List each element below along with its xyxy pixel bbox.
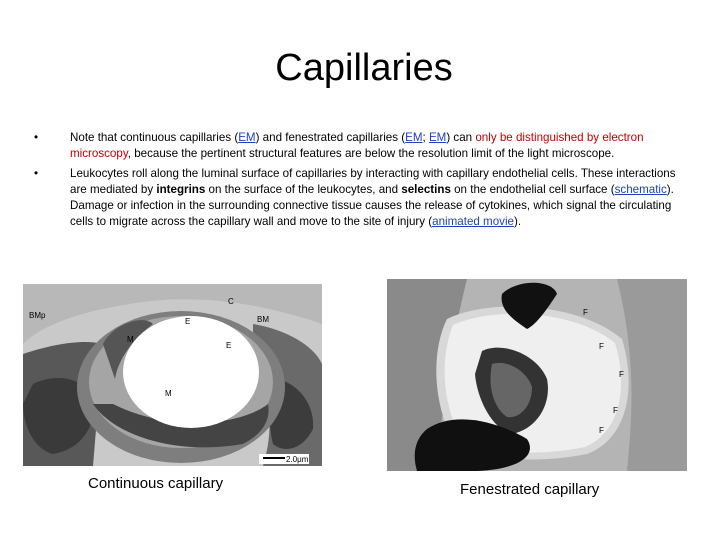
bullet1-text-2: ) and fenestrated capillaries ( (255, 131, 406, 144)
bullet2-text-1: Leukocytes roll along the luminal surface of capillaries by interacting with capillary endothelial cells. These interactions are mediated by (70, 167, 676, 196)
em-link-fenestrated-1[interactable]: EM (405, 131, 423, 144)
bullet1-text-4: ) can (446, 131, 476, 144)
em-link-continuous[interactable]: EM (238, 131, 256, 144)
bullet2-text-3: on the endothelial cell surface ( (450, 183, 615, 196)
highlighted-text: only be distinguished by electron microscopy (70, 131, 644, 160)
bullet-marker: • (34, 167, 39, 180)
label-e-top: E (185, 317, 191, 326)
bullet1-text-1: Note that continuous capillaries ( (70, 131, 239, 144)
label-f-3: F (619, 370, 624, 379)
label-f-2: F (599, 342, 604, 351)
bullet2-text-5: ). (513, 215, 522, 228)
bullet-marker: • (34, 131, 39, 144)
label-f-1: F (583, 308, 588, 317)
bullet-item-em (34, 130, 690, 162)
label-bm: BM (257, 315, 269, 324)
slide-title: Capillaries (275, 47, 453, 89)
selectins-term: selectins (401, 183, 451, 196)
continuous-capillary-micrograph (23, 284, 322, 466)
caption-continuous-capillary: Continuous capillary (88, 475, 224, 492)
label-e-right: E (226, 341, 232, 350)
bullet-list (34, 130, 690, 234)
schematic-link[interactable]: schematic (614, 183, 667, 196)
integrins-term: integrins (156, 183, 206, 196)
label-f-5: F (599, 426, 604, 435)
fenestrated-capillary-micrograph (387, 279, 687, 471)
label-bmp: BMp (29, 311, 46, 320)
label-m-bottom: M (165, 389, 172, 398)
bullet-item-leukocytes (34, 166, 690, 230)
bullet1-text-3: ; (422, 131, 429, 144)
animated-movie-link[interactable]: animated movie (432, 215, 514, 228)
label-m-left: M (127, 335, 134, 344)
bullet2-text-2: on the surface of the leukocytes, and (205, 183, 402, 196)
label-c: C (228, 297, 234, 306)
label-f-4: F (613, 406, 618, 415)
scale-bar-label: 2.0μm (286, 455, 309, 464)
caption-fenestrated-capillary: Fenestrated capillary (460, 481, 600, 498)
bullet1-text-5: , because the pertinent structural features are below the resolution limit of the light microscope. (127, 147, 615, 160)
em-link-fenestrated-2[interactable]: EM (428, 131, 447, 144)
bullet2-text-4: ). Damage or infection in the surrounding connective tissue causes the release of cytokines, which signal the circulating cells to migrate across the capillary wall and move to the site of injury ( (70, 183, 674, 228)
